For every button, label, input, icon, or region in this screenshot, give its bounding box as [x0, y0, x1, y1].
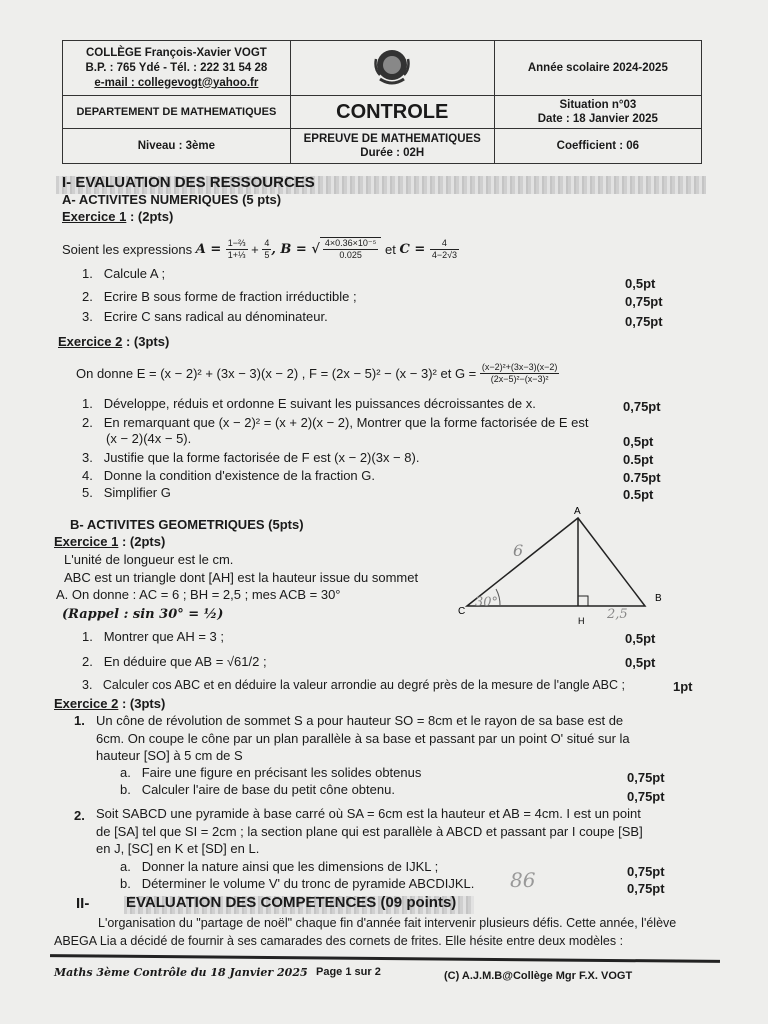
- item-text: Ecrire B sous forme de fraction irréductible ;: [103, 289, 357, 304]
- item-num: b.: [120, 876, 131, 891]
- item-num: 2.: [82, 289, 93, 304]
- bex2-q2-b-pts: 0,75pt: [627, 881, 665, 896]
- bex2-q2-a-pts: 0,75pt: [627, 864, 665, 879]
- item-text: Calcule A ;: [103, 266, 166, 281]
- ex2-item-5-pts: 0.5pt: [623, 487, 654, 502]
- ex2-item-2: [82, 415, 589, 430]
- bex2-q1-b-pts: 0,75pt: [627, 789, 665, 804]
- label-B: B: [655, 593, 662, 604]
- label-side-6: 6: [513, 541, 524, 560]
- ex2-item-4: [82, 468, 375, 483]
- situation-date: [494, 96, 701, 129]
- handwritten-note: 86: [510, 868, 536, 892]
- bex2-q2b: de [SA] tel que SI = 2cm ; la section plane qui est parallèle à ABCD et passant par I coupe [SB]: [96, 824, 643, 839]
- ex1-pts: : (2pts): [126, 209, 174, 224]
- bex1-item-3: [82, 678, 625, 692]
- partA-title: A- ACTIVITES NUMERIQUES (5 pts): [62, 192, 282, 207]
- item-text: Calculer cos ABC et en déduire la valeur arrondie au degré près de la mesure de l'angle ABC ;: [102, 678, 625, 692]
- item-num: 5.: [82, 485, 93, 500]
- bex2-q1-a-pts: 0,75pt: [627, 770, 665, 785]
- section2-title: EVALUATION DES COMPETENCES (09 points): [126, 894, 457, 911]
- exam-title: CONTROLE: [290, 96, 494, 129]
- item-num: 3.: [82, 309, 93, 324]
- expr-B: , B = √: [271, 241, 320, 257]
- bex2-q1a: Un cône de révolution de sommet S a pour hauteur SO = 8cm et le rayon de sa base est de: [96, 713, 624, 728]
- ex2-item-2-pts: 0,5pt: [623, 434, 654, 449]
- level-text: Niveau : 3ème: [137, 140, 216, 152]
- item-num: 1.: [82, 266, 93, 281]
- school-bp: B.P. : 765 Ydé - Tél. : 222 31 54 28: [85, 61, 268, 74]
- label-H: H: [578, 616, 585, 626]
- sqrt-B: $\frac{\text{4×0.36×10⁻⁵}}{0.025}$: [320, 237, 382, 261]
- ex2-item-2b: (x − 2)(4x − 5).: [106, 431, 192, 446]
- bex1-l3: A. On donne : AC = 6 ; BH = 2,5 ; mes ACB = 30°: [56, 587, 341, 602]
- plus: +: [247, 241, 263, 257]
- item-num: 3.: [82, 450, 93, 465]
- bex2-q1-b: [120, 782, 395, 797]
- bex1-item-3-pts: 1pt: [673, 679, 693, 694]
- school-logo-icon: [370, 45, 414, 89]
- bex1-item-2-pts: 0,5pt: [625, 655, 656, 670]
- header-table: [62, 40, 702, 164]
- frac-C: $\frac{4}{4-2√3}$: [431, 237, 458, 260]
- ex1-item-1: [82, 266, 165, 281]
- item-num: a.: [120, 859, 131, 874]
- bex2-q2c: en J, [SC] en K et [SD] en L.: [96, 841, 260, 856]
- g-num: (x−2)²+(3x−3)(x−2): [481, 361, 558, 372]
- ex2-item-3: [82, 450, 419, 465]
- item-text: Calculer l'aire de base du petit cône obtenu.: [141, 782, 395, 797]
- school-info: [63, 41, 291, 96]
- bex1-rappel: (Rappel : sin 30° = ½): [62, 607, 224, 622]
- ex1-expressions: [62, 229, 459, 269]
- bex2-q1-num: 1.: [74, 713, 85, 728]
- item-text: En déduire que AB = √61/2 ;: [103, 654, 267, 669]
- ex2-item-3-pts: 0.5pt: [623, 452, 654, 467]
- bex1-item-1-pts: 0,5pt: [625, 631, 656, 646]
- school-year: Année scolaire 2024-2025: [494, 41, 701, 96]
- item-num: 4.: [82, 468, 93, 483]
- ex2-item-1: [82, 396, 536, 411]
- bex2-pts: : (3pts): [118, 696, 166, 711]
- ex2-item-5: [82, 485, 171, 500]
- ex2-item-4-pts: 0.75pt: [623, 470, 661, 485]
- school-email: e-mail : collegevogt@yahoo.fr: [94, 76, 259, 89]
- ex1-item-2-pts: 0,75pt: [625, 294, 663, 309]
- ex1-item-1-pts: 0,5pt: [625, 276, 656, 291]
- bex2-q1b: 6cm. On coupe le cône par un plan parallèle à sa base et passant par un point O' situé sur la: [96, 731, 630, 746]
- frac-A: $\frac{\text{1−⅔}}{\text{1+⅓}}$: [227, 237, 246, 260]
- item-text: Simplifier G: [103, 485, 171, 500]
- ex2-intro: On donne E = (x − 2)² + (3x − 3)(x − 2) , F = (2x − 5)² − (x − 3)² et G =: [76, 365, 477, 381]
- item-num: 3.: [82, 678, 93, 692]
- label-bh: 2,5: [607, 607, 628, 622]
- item-text: Montrer que AH = 3 ;: [103, 629, 225, 644]
- bex2-label: Exercice 2: [54, 696, 119, 711]
- frac-G: [480, 362, 560, 385]
- ex1-item-2: [82, 289, 357, 304]
- bex2-q1-a: [120, 765, 421, 780]
- bex2-q1c: hauteur [SO] à 5 cm de S: [96, 748, 243, 763]
- item-text: Justifie que la forme factorisée de F est (x − 2)(3x − 8).: [103, 450, 420, 465]
- item-num: b.: [120, 782, 131, 797]
- ex2-label: Exercice 2: [58, 334, 123, 349]
- footer-middle: Page 1 sur 2: [316, 966, 381, 978]
- triangle-figure: [455, 502, 680, 632]
- logo-cell: [290, 41, 494, 96]
- label-C: C: [458, 606, 466, 617]
- ex1-item-3-pts: 0,75pt: [625, 314, 663, 329]
- et-word: et: [385, 241, 396, 257]
- ex2-item-1-pts: 0,75pt: [623, 399, 661, 414]
- section1-title: I- EVALUATION DES RESSOURCES: [62, 174, 315, 191]
- footer-right: (C) A.J.M.B@Collège Mgr F.X. VOGT: [444, 970, 633, 982]
- frac-4-5: $\frac{4}{5}$: [264, 237, 270, 260]
- coefficient: Coefficient : 06: [494, 129, 701, 164]
- item-num: 2.: [82, 415, 93, 430]
- ex1-item-3: [82, 309, 328, 324]
- expr-A: A =: [195, 241, 226, 257]
- bex1-pts: : (2pts): [118, 534, 166, 549]
- situation: Situation n°03: [559, 99, 637, 111]
- footer-rule: [50, 954, 720, 963]
- epreuve: EPREUVE DE MATHEMATIQUES: [303, 133, 481, 145]
- item-text: Ecrire C sans radical au dénominateur.: [103, 309, 328, 324]
- item-text: Développe, réduis et ordonne E suivant les puissances décroissantes de x.: [103, 396, 536, 411]
- exam-date: Date : 18 Janvier 2025: [537, 113, 658, 125]
- item-num: 1.: [82, 396, 93, 411]
- footer-left: Maths 3ème Contrôle du 18 Janvier 2025: [54, 966, 308, 979]
- item-text: Donne la condition d'existence de la fraction G.: [103, 468, 375, 483]
- label-angle: 30°: [475, 595, 499, 610]
- item-num: a.: [120, 765, 131, 780]
- ex2-intro-line: [76, 358, 559, 388]
- g-den: (2x−5)²−(x−3)²: [490, 373, 549, 384]
- expr-C: C =: [399, 241, 430, 257]
- bex1-l2: ABC est un triangle dont [AH] est la hauteur issue du sommet: [64, 570, 419, 585]
- triangle-abc: [467, 518, 645, 606]
- bex1-l1: L'unité de longueur est le cm.: [64, 552, 234, 567]
- item-text: Déterminer le volume V' du tronc de pyramide ABCDIJKL.: [141, 876, 475, 891]
- item-num: 2.: [82, 654, 93, 669]
- bex2-heading: [54, 696, 165, 711]
- school-name: COLLÈGE François-Xavier VOGT: [85, 46, 267, 59]
- bex2-q2-b: [120, 876, 474, 891]
- item-text: Donner la nature ainsi que les dimensions de IJKL ;: [141, 859, 439, 874]
- bex1-item-1: [82, 629, 224, 644]
- bex2-q2-a: [120, 859, 438, 874]
- ex1-label: Exercice 1: [62, 209, 127, 224]
- section2-num: II-: [76, 895, 90, 912]
- ex1-intro: Soient les expressions: [62, 241, 193, 257]
- level: [63, 129, 291, 164]
- ex1-heading: [62, 209, 173, 224]
- bex1-label: Exercice 1: [54, 534, 119, 549]
- epreuve-cell: [290, 129, 494, 164]
- department: DEPARTEMENT DE MATHEMATIQUES: [63, 96, 291, 129]
- item-text: Faire une figure en précisant les solides obtenus: [141, 765, 422, 780]
- bex2-q2-num: 2.: [74, 808, 85, 823]
- bex1-item-2: [82, 654, 267, 669]
- section2-p2: ABEGA Lia a décidé de fournir à ses camarades des cornets de frites. Elle hésite entre deux modèles :: [54, 934, 624, 948]
- ex2-pts: : (3pts): [122, 334, 170, 349]
- item-text: En remarquant que (x − 2)² = (x + 2)(x − 2), Montrer que la forme factorisée de E est: [103, 415, 589, 430]
- section2-p1: L'organisation du "partage de noël" chaque fin d'année fait intervenir plusieurs défis. Cette année, l'élève: [98, 916, 677, 930]
- duree: Durée : 02H: [360, 147, 425, 159]
- partB-title: B- ACTIVITES GEOMETRIQUES (5pts): [70, 517, 304, 532]
- bex2-q2a: Soit SABCD une pyramide à base carré où SA = 6cm est la hauteur et AB = 4cm. I est un point: [96, 806, 641, 821]
- ex2-heading: [58, 334, 169, 349]
- item-num: 1.: [82, 629, 93, 644]
- right-angle-mark: [578, 596, 588, 606]
- bex1-heading: [54, 534, 165, 549]
- label-A: A: [574, 506, 581, 517]
